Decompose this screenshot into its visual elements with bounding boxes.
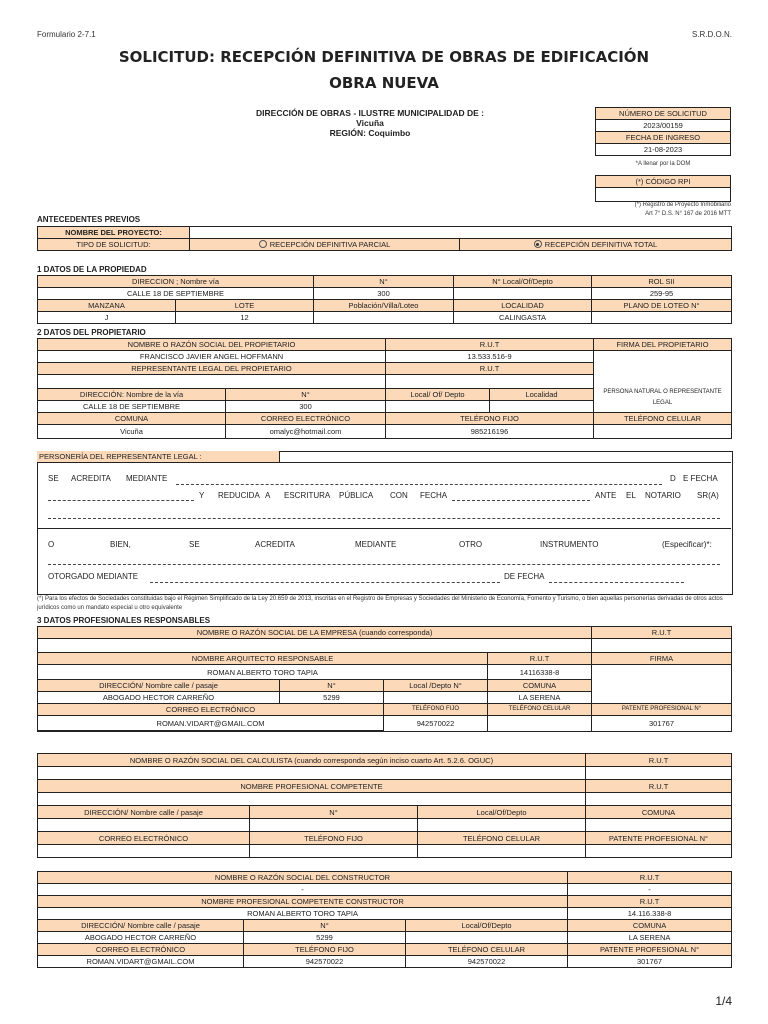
- p2-fecha: FECHA: [420, 491, 448, 500]
- h-arq-dir: DIRECCIÓN/ Nombre calle / pasaje: [38, 680, 280, 692]
- h-cons-nombre: NOMBRE O RAZÓN SOCIAL DEL CONSTRUCTOR: [38, 872, 568, 884]
- rep-rut[interactable]: [386, 375, 594, 389]
- h-firma: FIRMA: [592, 653, 732, 665]
- p1-fecha: E FECHA: [683, 474, 718, 483]
- arq-celular[interactable]: [488, 716, 592, 732]
- calc-prof-rut[interactable]: [586, 793, 732, 806]
- option-total[interactable]: [460, 239, 732, 251]
- p2-field-b[interactable]: [452, 500, 590, 501]
- h-calc-dir: DIRECCIÓN/ Nombre calle / pasaje: [38, 806, 250, 819]
- cons-dir[interactable]: ABOGADO HECTOR CARREÑO: [38, 932, 244, 944]
- calc-patente[interactable]: [586, 845, 732, 858]
- personeria-label-rule: [279, 462, 731, 463]
- h-manzana: MANZANA: [38, 300, 176, 312]
- option-partial-label: RECEPCIÓN DEFINITIVA PARCIAL: [269, 240, 391, 249]
- prop-plano[interactable]: [592, 312, 732, 324]
- cons-correo[interactable]: ROMAN.VIDART@GMAIL.COM: [38, 956, 244, 968]
- h-arquitecto: NOMBRE ARQUITECTO RESPONSABLE: [38, 653, 488, 665]
- h-cons-prof: NOMBRE PROFESIONAL COMPETENTE CONSTRUCTOR: [38, 896, 568, 908]
- p3-o: O: [48, 540, 55, 549]
- direction-block: [200, 108, 540, 138]
- cons-comuna[interactable]: LA SERENA: [568, 932, 732, 944]
- prop-direccion[interactable]: CALLE 18 DE SEPTIEMBRE: [38, 288, 314, 300]
- h-cons-prof-rut: R.U.T: [568, 896, 732, 908]
- direction-label: DIRECCIÓN DE OBRAS - ILUSTRE MUNICIPALIDAD DE :: [256, 108, 484, 118]
- option-total-label: RECEPCIÓN DEFINITIVA TOTAL: [544, 240, 658, 249]
- section-profesionales: 3 DATOS PROFESIONALES RESPONSABLES: [37, 616, 211, 625]
- rpi-note-line1: (*) Registro de Proyecto Inmobiliario: [634, 202, 731, 208]
- project-name-label: NOMBRE DEL PROYECTO:: [38, 227, 190, 239]
- h-arq-celular: TELÉFONO CELULAR: [488, 704, 592, 716]
- h-calc-num: N°: [250, 806, 418, 819]
- arq-dir[interactable]: ABOGADO HECTOR CARREÑO: [38, 692, 280, 704]
- p2-ante: ANTE: [595, 491, 617, 500]
- owner-table: [37, 338, 732, 439]
- h-owner-rut: R.U.T: [386, 339, 594, 351]
- request-date-label: FECHA DE INGRESO: [596, 132, 731, 144]
- p3-especificar: (Especificar)*:: [662, 540, 712, 549]
- h-owner-localidad: Localidad: [490, 389, 594, 401]
- cons-prof[interactable]: ROMAN ALBERTO TORO TAPIA: [38, 908, 568, 920]
- p3-field[interactable]: [48, 564, 720, 565]
- empresa-rut[interactable]: [592, 639, 732, 653]
- h-owner-name: NOMBRE O RAZÓN SOCIAL DEL PROPIETARIO: [38, 339, 386, 351]
- h-rep-rut: R.U.T: [386, 363, 594, 375]
- p3-se: SE: [189, 540, 200, 549]
- h-owner-comuna: COMUNA: [38, 413, 226, 425]
- request-number-box: [595, 107, 731, 156]
- radio-partial-icon[interactable]: [259, 240, 267, 248]
- p2-escritura: ESCRITURA: [284, 491, 331, 500]
- prop-manzana[interactable]: J: [38, 312, 176, 324]
- h-owner-celular: TELÉFONO CELULAR: [594, 413, 732, 425]
- p2-reducida: REDUCIDA: [218, 491, 260, 500]
- p1-se: SE: [48, 474, 59, 483]
- calc-correo[interactable]: [38, 845, 250, 858]
- p2-publica: PÚBLICA: [339, 491, 374, 500]
- h-calc-prof: NOMBRE PROFESIONAL COMPETENTE: [38, 780, 586, 793]
- rpi-note: [635, 201, 731, 219]
- p2-a: A: [265, 491, 271, 500]
- h-rep-legal: REPRESENTANTE LEGAL DEL PROPIETARIO: [38, 363, 386, 375]
- h-owner-signature: FIRMA DEL PROPIETARIO: [594, 339, 732, 351]
- calc-rut[interactable]: [586, 767, 732, 780]
- p2-field-a[interactable]: [48, 500, 194, 501]
- prop-poblacion[interactable]: [314, 312, 454, 324]
- p1-mediante: MEDIANTE: [126, 474, 168, 483]
- calc-celular[interactable]: [418, 845, 586, 858]
- h-cons-patente: PATENTE PROFESIONAL N°: [568, 944, 732, 956]
- p2-sra: SR(A): [697, 491, 719, 500]
- owner-celular[interactable]: [594, 425, 732, 439]
- calc-dir[interactable]: [38, 819, 250, 832]
- owner-correo[interactable]: omalyc@hotmail.com: [226, 425, 386, 439]
- h-arq-local: Local /Depto N°: [384, 680, 488, 692]
- owner-local[interactable]: [386, 401, 490, 413]
- p2-notario: NOTARIO: [645, 491, 681, 500]
- page-number: 1/4: [715, 994, 732, 1008]
- calc-comuna[interactable]: [586, 819, 732, 832]
- h-localidad: LOCALIDAD: [454, 300, 592, 312]
- p4-field-b[interactable]: [549, 582, 684, 583]
- prop-localidad[interactable]: CALINGASTA: [454, 312, 592, 324]
- arq-correo[interactable]: ROMAN.VIDART@GMAIL.COM: [38, 716, 384, 732]
- calc-local[interactable]: [418, 819, 586, 832]
- page-subtitle: OBRA NUEVA: [329, 74, 439, 92]
- h-empresa: NOMBRE O RAZÓN SOCIAL DE LA EMPRESA (cuando corresponda): [38, 627, 592, 639]
- h-arquitecto-rut: R.U.T: [488, 653, 592, 665]
- prop-rol[interactable]: 259-95: [592, 288, 732, 300]
- request-date-value: 21-08-2023: [596, 144, 731, 156]
- p2-y: Y: [199, 491, 205, 500]
- h-numero: N°: [314, 276, 454, 288]
- h-calc-local: Local/Of/Depto: [418, 806, 586, 819]
- project-name-value[interactable]: [190, 227, 732, 239]
- professionals-table: [37, 626, 732, 732]
- p1-field[interactable]: [176, 484, 662, 485]
- p2-field-c[interactable]: [48, 518, 720, 519]
- p3-instrumento: INSTRUMENTO: [540, 540, 599, 549]
- h-cons-dir: DIRECCIÓN/ Nombre calle / pasaje: [38, 920, 244, 932]
- h-calc-rut: R.U.T: [586, 754, 732, 767]
- calculista-table: [37, 753, 732, 858]
- option-partial[interactable]: [190, 239, 460, 251]
- calc-prof[interactable]: [38, 793, 586, 806]
- owner-name[interactable]: FRANCISCO JAVIER ANGEL HOFFMANN: [38, 351, 386, 363]
- calc-nombre[interactable]: [38, 767, 586, 780]
- arquitecto-rut[interactable]: 14116338-8: [488, 665, 592, 680]
- prop-numero[interactable]: 300: [314, 288, 454, 300]
- h-lote: LOTE: [176, 300, 314, 312]
- h-cons-comuna: COMUNA: [568, 920, 732, 932]
- arq-patente[interactable]: 301767: [592, 716, 732, 732]
- rpi-label: (*) CÓDIGO RPI: [596, 176, 731, 188]
- personeria-label: PERSONERÍA DEL REPRESENTANTE LEGAL :: [39, 452, 202, 461]
- org-code: S.R.D.O.N.: [691, 30, 732, 39]
- p3-bien: BIEN,: [110, 540, 131, 549]
- antecedentes-table: [37, 226, 732, 251]
- radio-total-icon[interactable]: [534, 240, 542, 248]
- h-arq-patente: PATENTE PROFESIONAL N°: [592, 704, 732, 716]
- rpi-note-line2: Art 7° D.S. N° 167 de 2016 MTT: [645, 211, 731, 217]
- h-calc-fijo: TELÉFONO FIJO: [250, 832, 418, 845]
- p4-field-a[interactable]: [150, 582, 500, 583]
- p3-mediante: MEDIANTE: [355, 540, 397, 549]
- p4-defecha: DE FECHA: [504, 572, 545, 581]
- h-owner-dir: DIRECCIÓN: Nombre de la vía: [38, 389, 226, 401]
- p2-el: EL: [626, 491, 636, 500]
- h-owner-local: Local/ Of/ Depto: [386, 389, 490, 401]
- request-type-label: TIPO DE SOLICITUD:: [38, 239, 190, 251]
- h-cons-fijo: TELÉFONO FIJO: [244, 944, 406, 956]
- h-empresa-rut: R.U.T: [592, 627, 732, 639]
- owner-fijo[interactable]: 985216196: [386, 425, 594, 439]
- p3-acredita: ACREDITA: [255, 540, 295, 549]
- arq-comuna[interactable]: LA SERENA: [488, 692, 592, 704]
- h-calc-correo: CORREO ELECTRÓNICO: [38, 832, 250, 845]
- page-title: SOLICITUD: RECEPCIÓN DEFINITIVA DE OBRAS DE EDIFICACIÓN: [118, 48, 650, 66]
- constructor-table: [37, 871, 732, 968]
- calc-num[interactable]: [250, 819, 418, 832]
- h-owner-correo: CORREO ELECTRÓNICO: [226, 413, 386, 425]
- request-number-label: NÚMERO DE SOLICITUD: [596, 108, 731, 120]
- cons-celular[interactable]: 942570022: [406, 956, 568, 968]
- h-calc-patente: PATENTE PROFESIONAL N°: [586, 832, 732, 845]
- h-calc-prof-rut: R.U.T: [586, 780, 732, 793]
- owner-comuna[interactable]: Vicuña: [38, 425, 226, 439]
- h-cons-rut: R.U.T: [568, 872, 732, 884]
- owner-rut[interactable]: 13.533.516-9: [386, 351, 594, 363]
- owner-localidad[interactable]: [490, 401, 594, 413]
- h-cons-num: N°: [244, 920, 406, 932]
- arquitecto[interactable]: ROMAN ALBERTO TORO TAPIA: [38, 665, 488, 680]
- rpi-box: [595, 175, 731, 202]
- request-number-value: 2023/00159: [596, 120, 731, 132]
- h-arq-comuna: COMUNA: [488, 680, 592, 692]
- cons-fijo[interactable]: 942570022: [244, 956, 406, 968]
- section-propiedad: 1 DATOS DE LA PROPIEDAD: [37, 265, 147, 274]
- owner-num[interactable]: 300: [226, 401, 386, 413]
- h-arq-fijo: TELÉFONO FIJO: [384, 704, 488, 716]
- cons-nombre[interactable]: -: [38, 884, 568, 896]
- arq-local[interactable]: [384, 692, 488, 704]
- p2-con: CON: [390, 491, 408, 500]
- h-arq-correo: CORREO ELECTRÓNICO: [38, 704, 384, 716]
- h-calc-celular: TELÉFONO CELULAR: [418, 832, 586, 845]
- arq-fijo[interactable]: 942570022: [384, 716, 488, 732]
- cons-prof-rut[interactable]: 14.116.338-8: [568, 908, 732, 920]
- dom-note: *A llenar por la DOM: [635, 161, 691, 167]
- h-poblacion: Población/Villa/Loteo: [314, 300, 454, 312]
- form-code: Formulario 2-7.1: [37, 30, 96, 39]
- calc-fijo[interactable]: [250, 845, 418, 858]
- h-cons-local: Local/Of/Depto: [406, 920, 568, 932]
- cons-rut[interactable]: -: [568, 884, 732, 896]
- municipality: Vicuña: [356, 118, 384, 128]
- prop-local[interactable]: [454, 288, 592, 300]
- h-calc-nombre: NOMBRE O RAZÓN SOCIAL DEL CALCULISTA (cuando corresponda según inciso cuarto Art. 5.2.6. OGUC): [38, 754, 586, 767]
- rep-legal[interactable]: [38, 375, 386, 389]
- h-cons-correo: CORREO ELECTRÓNICO: [38, 944, 244, 956]
- section-propietario: 2 DATOS DEL PROPIETARIO: [37, 328, 146, 337]
- empresa[interactable]: [38, 639, 592, 653]
- personeria-box: [37, 451, 733, 595]
- section-antecedentes: ANTECEDENTES PREVIOS: [37, 215, 141, 224]
- owner-signature-box[interactable]: [594, 351, 732, 413]
- cons-patente[interactable]: 301767: [568, 956, 732, 968]
- h-arq-num: N°: [280, 680, 384, 692]
- personeria-divider: [37, 528, 731, 529]
- prop-lote[interactable]: 12: [176, 312, 314, 324]
- h-calc-comuna: COMUNA: [586, 806, 732, 819]
- h-cons-celular: TELÉFONO CELULAR: [406, 944, 568, 956]
- h-plano: PLANO DE LOTEO N°: [592, 300, 732, 312]
- cons-num[interactable]: 5299: [244, 932, 406, 944]
- p3-otro: OTRO: [459, 540, 483, 549]
- p1-d: D: [670, 474, 676, 483]
- property-table: [37, 275, 732, 324]
- h-owner-fijo: TELÉFONO FIJO: [386, 413, 594, 425]
- cons-local[interactable]: [406, 932, 568, 944]
- rpi-value[interactable]: [596, 188, 731, 202]
- personeria-footnote: (*) Para los efectos de Sociedades constituidas bajo el Régimen Simplificado de la Ley 20.659 de 2013, inscritas en el Registro de Empresas y Sociedades del Ministerio de Economía, Fomento y Turismo, o bien aquellas personerías derivadas de otros actos jurídicos como un mandato especial u otro equivalente: [37, 596, 723, 611]
- p1-acredita: ACREDITA: [71, 474, 111, 483]
- region: REGIÓN: Coquimbo: [329, 128, 411, 138]
- owner-dir[interactable]: CALLE 18 DE SEPTIEMBRE: [38, 401, 226, 413]
- signature-note: PERSONA NATURAL O REPRESENTANTE LEGAL: [603, 389, 722, 406]
- p4-otorgado: OTORGADO MEDIANTE: [48, 572, 139, 581]
- h-owner-num: N°: [226, 389, 386, 401]
- arquitecto-firma[interactable]: [592, 665, 732, 704]
- arq-num[interactable]: 5299: [280, 692, 384, 704]
- h-rol: ROL SII: [592, 276, 732, 288]
- h-local: N° Local/Of/Depto: [454, 276, 592, 288]
- h-direccion: DIRECCION ; Nombre vía: [38, 276, 314, 288]
